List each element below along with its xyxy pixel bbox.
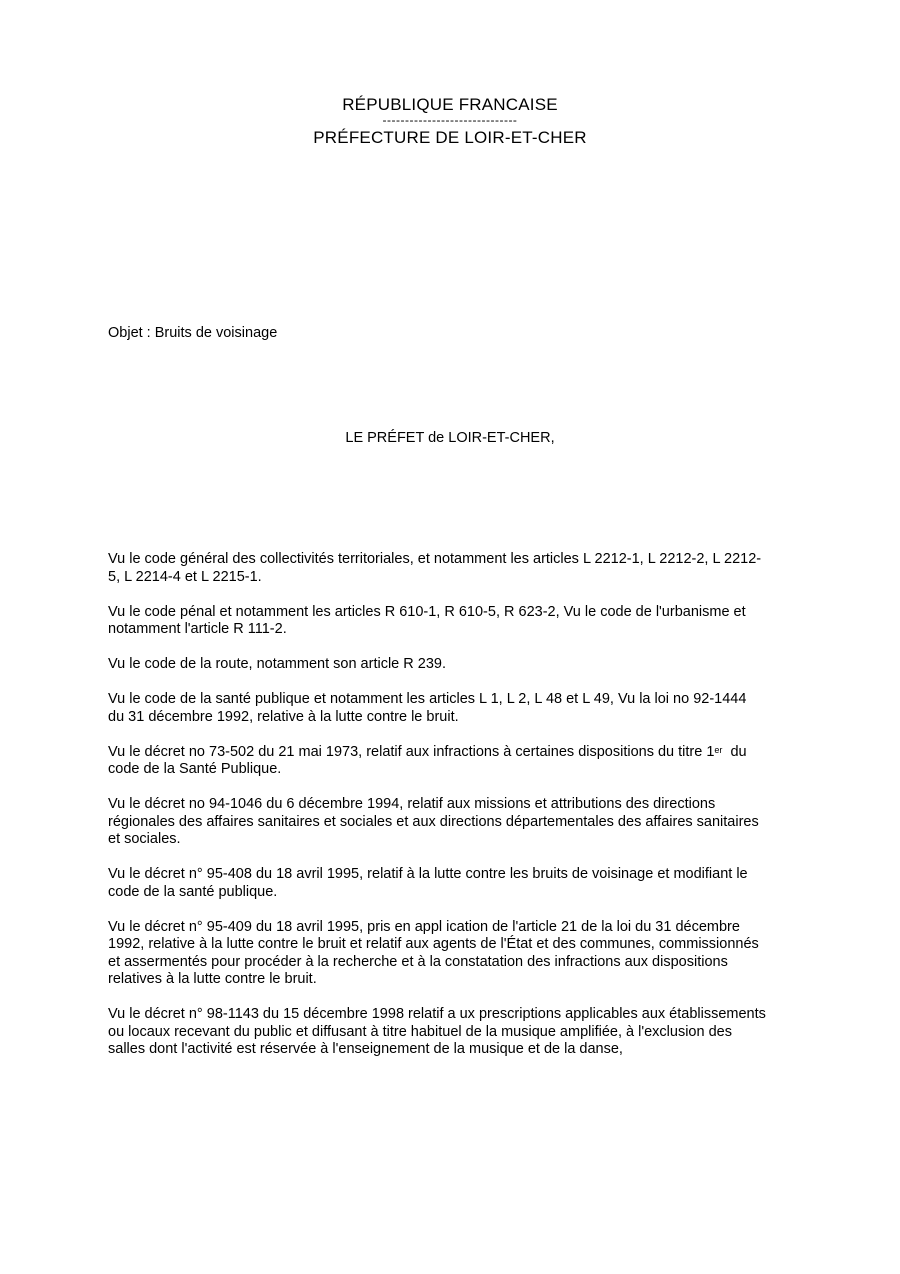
paragraph-line: Vu le décret n° 95-408 du 18 avril 1995, relatif à la lutte contre les bruits de voisinage et modifiant le: [108, 866, 748, 882]
paragraph-line: et assermentés pour procéder à la recherche et à la constatation des infractions aux dispositions: [108, 953, 728, 970]
paragraph-line-tail: du: [722, 743, 747, 760]
paragraph-line: relatives à la lutte contre le bruit.: [108, 971, 317, 987]
object-line: Objet : Bruits de voisinage: [108, 325, 278, 341]
paragraph-line: code de la Santé Publique.: [108, 761, 282, 777]
paragraph-decret-73-502: [108, 744, 798, 779]
paragraph-line: Vu le code pénal et notamment les articles R 610-1, R 610-5, R 623-2, Vu le code de l'urbanisme et: [108, 603, 746, 620]
paragraph-sante-publique: [108, 691, 798, 726]
paragraph-cgct: [108, 551, 798, 586]
paragraph-line: 1992, relative à la lutte contre le bruit et relatif aux agents de l'État et des communes, commissionnés: [108, 936, 759, 952]
document-header: [0, 94, 900, 149]
header-separator: ------------------------------: [382, 113, 518, 127]
paragraph-code-penal: [108, 604, 798, 639]
paragraph-line: et sociales.: [108, 831, 181, 847]
paragraph-line: Vu le code général des collectivités territoriales, et notamment les articles L 2212-1, L 2212-2, L 2212-: [108, 551, 762, 567]
paragraph-line: notamment l'article R 111-2.: [108, 621, 287, 637]
paragraph-line: code de la santé publique.: [108, 883, 278, 900]
document-body: [108, 551, 798, 1059]
paragraph-line: salles dont l'activité est réservée à l'enseignement de la musique et de la danse,: [108, 1041, 623, 1057]
paragraph-line: 5, L 2214-4 et L 2215-1.: [108, 568, 262, 585]
paragraph-line: du 31 décembre 1992, relative à la lutte contre le bruit.: [108, 708, 459, 725]
prefecture-title: PRÉFECTURE DE LOIR-ET-CHER: [313, 128, 587, 147]
paragraph-decret-94-1046: [108, 796, 798, 849]
paragraph-code-route: [108, 656, 798, 674]
paragraph-decret-95-409: [108, 919, 798, 989]
paragraph-decret-95-408: [108, 866, 798, 901]
paragraph-line: Vu le code de la santé publique et notamment les articles L 1, L 2, L 48 et L 49, Vu la loi no 92-1444: [108, 691, 747, 707]
republic-title: RÉPUBLIQUE FRANCAISE: [342, 95, 558, 114]
paragraph-line: Vu le décret no 94-1046 du 6 décembre 1994, relatif aux missions et attributions des directions: [108, 796, 716, 812]
paragraph-line: Vu le décret no 73-502 du 21 mai 1973, relatif aux infractions à certaines dispositions du titre 1: [108, 743, 715, 760]
paragraph-line: régionales des affaires sanitaires et sociales et aux directions départementales des affaires sanitaires: [108, 813, 759, 830]
prefet-heading: LE PRÉFET de LOIR-ET-CHER,: [345, 430, 555, 446]
paragraph-line: ou locaux recevant du public et diffusant à titre habituel de la musique amplifiée, à l'exclusion des: [108, 1023, 732, 1040]
paragraph-line: Vu le décret n° 98-1143 du 15 décembre 1998 relatif a ux prescriptions applicables aux établissements: [108, 1006, 766, 1022]
paragraph-decret-98-1143: [108, 1006, 798, 1059]
superscript-er: er: [714, 744, 723, 755]
paragraph-line: Vu le code de la route, notamment son article R 239.: [108, 656, 446, 672]
paragraph-line: Vu le décret n° 95-409 du 18 avril 1995, pris en appl ication de l'article 21 de la loi du 31 décembre: [108, 918, 740, 935]
